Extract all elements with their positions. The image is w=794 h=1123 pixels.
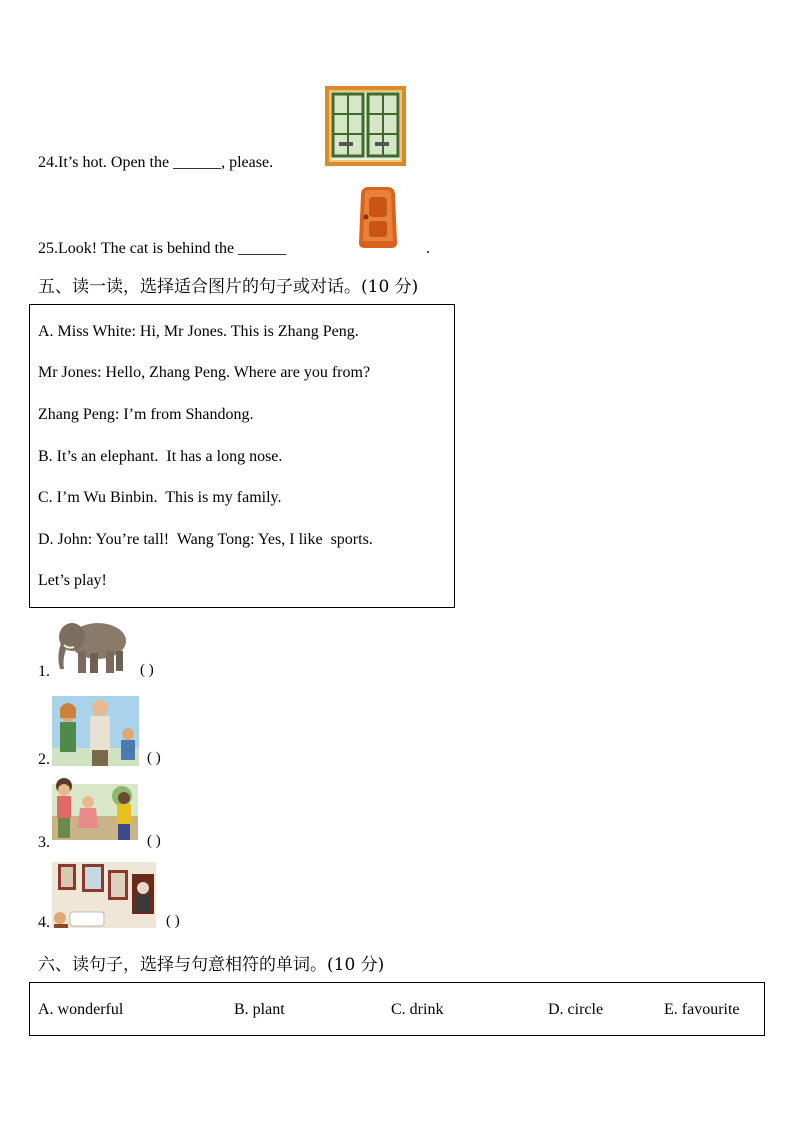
section-6-title: 六、读句子，选择与句意相符的单词。(10 分) <box>38 955 385 975</box>
window-icon <box>325 86 406 166</box>
word-choice: C. drink <box>391 1001 444 1018</box>
question-25: 25.Look! The cat is behind the ______ <box>38 240 287 257</box>
item-number: 3. <box>38 834 50 851</box>
people-greeting-icon <box>52 696 139 766</box>
answer-blank[interactable]: ( ) <box>147 750 161 766</box>
word-choice-box <box>29 982 765 1036</box>
answer-blank[interactable]: ( ) <box>166 913 180 929</box>
greeting-scene-image <box>52 696 139 766</box>
answer-blank[interactable]: ( ) <box>147 833 161 849</box>
item-number: 2. <box>38 751 50 768</box>
family-photos-image <box>52 862 156 928</box>
word-choice: E. favourite <box>664 1001 740 1018</box>
word-choice: A. wonderful <box>38 1001 124 1018</box>
elephant-image <box>54 615 130 677</box>
item-number: 4. <box>38 914 50 931</box>
word-choice: D. circle <box>548 1001 604 1018</box>
option-line: C. I’m Wu Binbin. This is my family. <box>38 489 282 506</box>
children-park-image <box>52 776 138 848</box>
window-image <box>325 86 406 166</box>
item-number: 1. <box>38 663 50 680</box>
section-5-title: 五、读一读，选择适合图片的句子或对话。(10 分) <box>38 277 419 297</box>
option-line: Zhang Peng: I’m from Shandong. <box>38 406 254 423</box>
option-line: B. It’s an elephant. It has a long nose. <box>38 448 283 465</box>
option-line: Mr Jones: Hello, Zhang Peng. Where are you from? <box>38 364 371 381</box>
option-line: Let’s play! <box>38 572 107 589</box>
option-line: D. John: You’re tall! Wang Tong: Yes, I like sports. <box>38 531 373 548</box>
question-24: 24.It’s hot. Open the ______, please. <box>38 154 274 171</box>
elephant-icon <box>54 615 130 677</box>
family-photos-icon <box>52 862 156 928</box>
children-icon <box>52 776 138 848</box>
answer-blank[interactable]: ( ) <box>140 662 154 678</box>
options-box <box>29 304 455 608</box>
door-icon <box>357 187 399 248</box>
word-choice: B. plant <box>234 1001 285 1018</box>
door-image <box>357 187 399 248</box>
option-line: A. Miss White: Hi, Mr Jones. This is Zhang Peng. <box>38 323 359 340</box>
question-25-period: . <box>426 240 430 257</box>
